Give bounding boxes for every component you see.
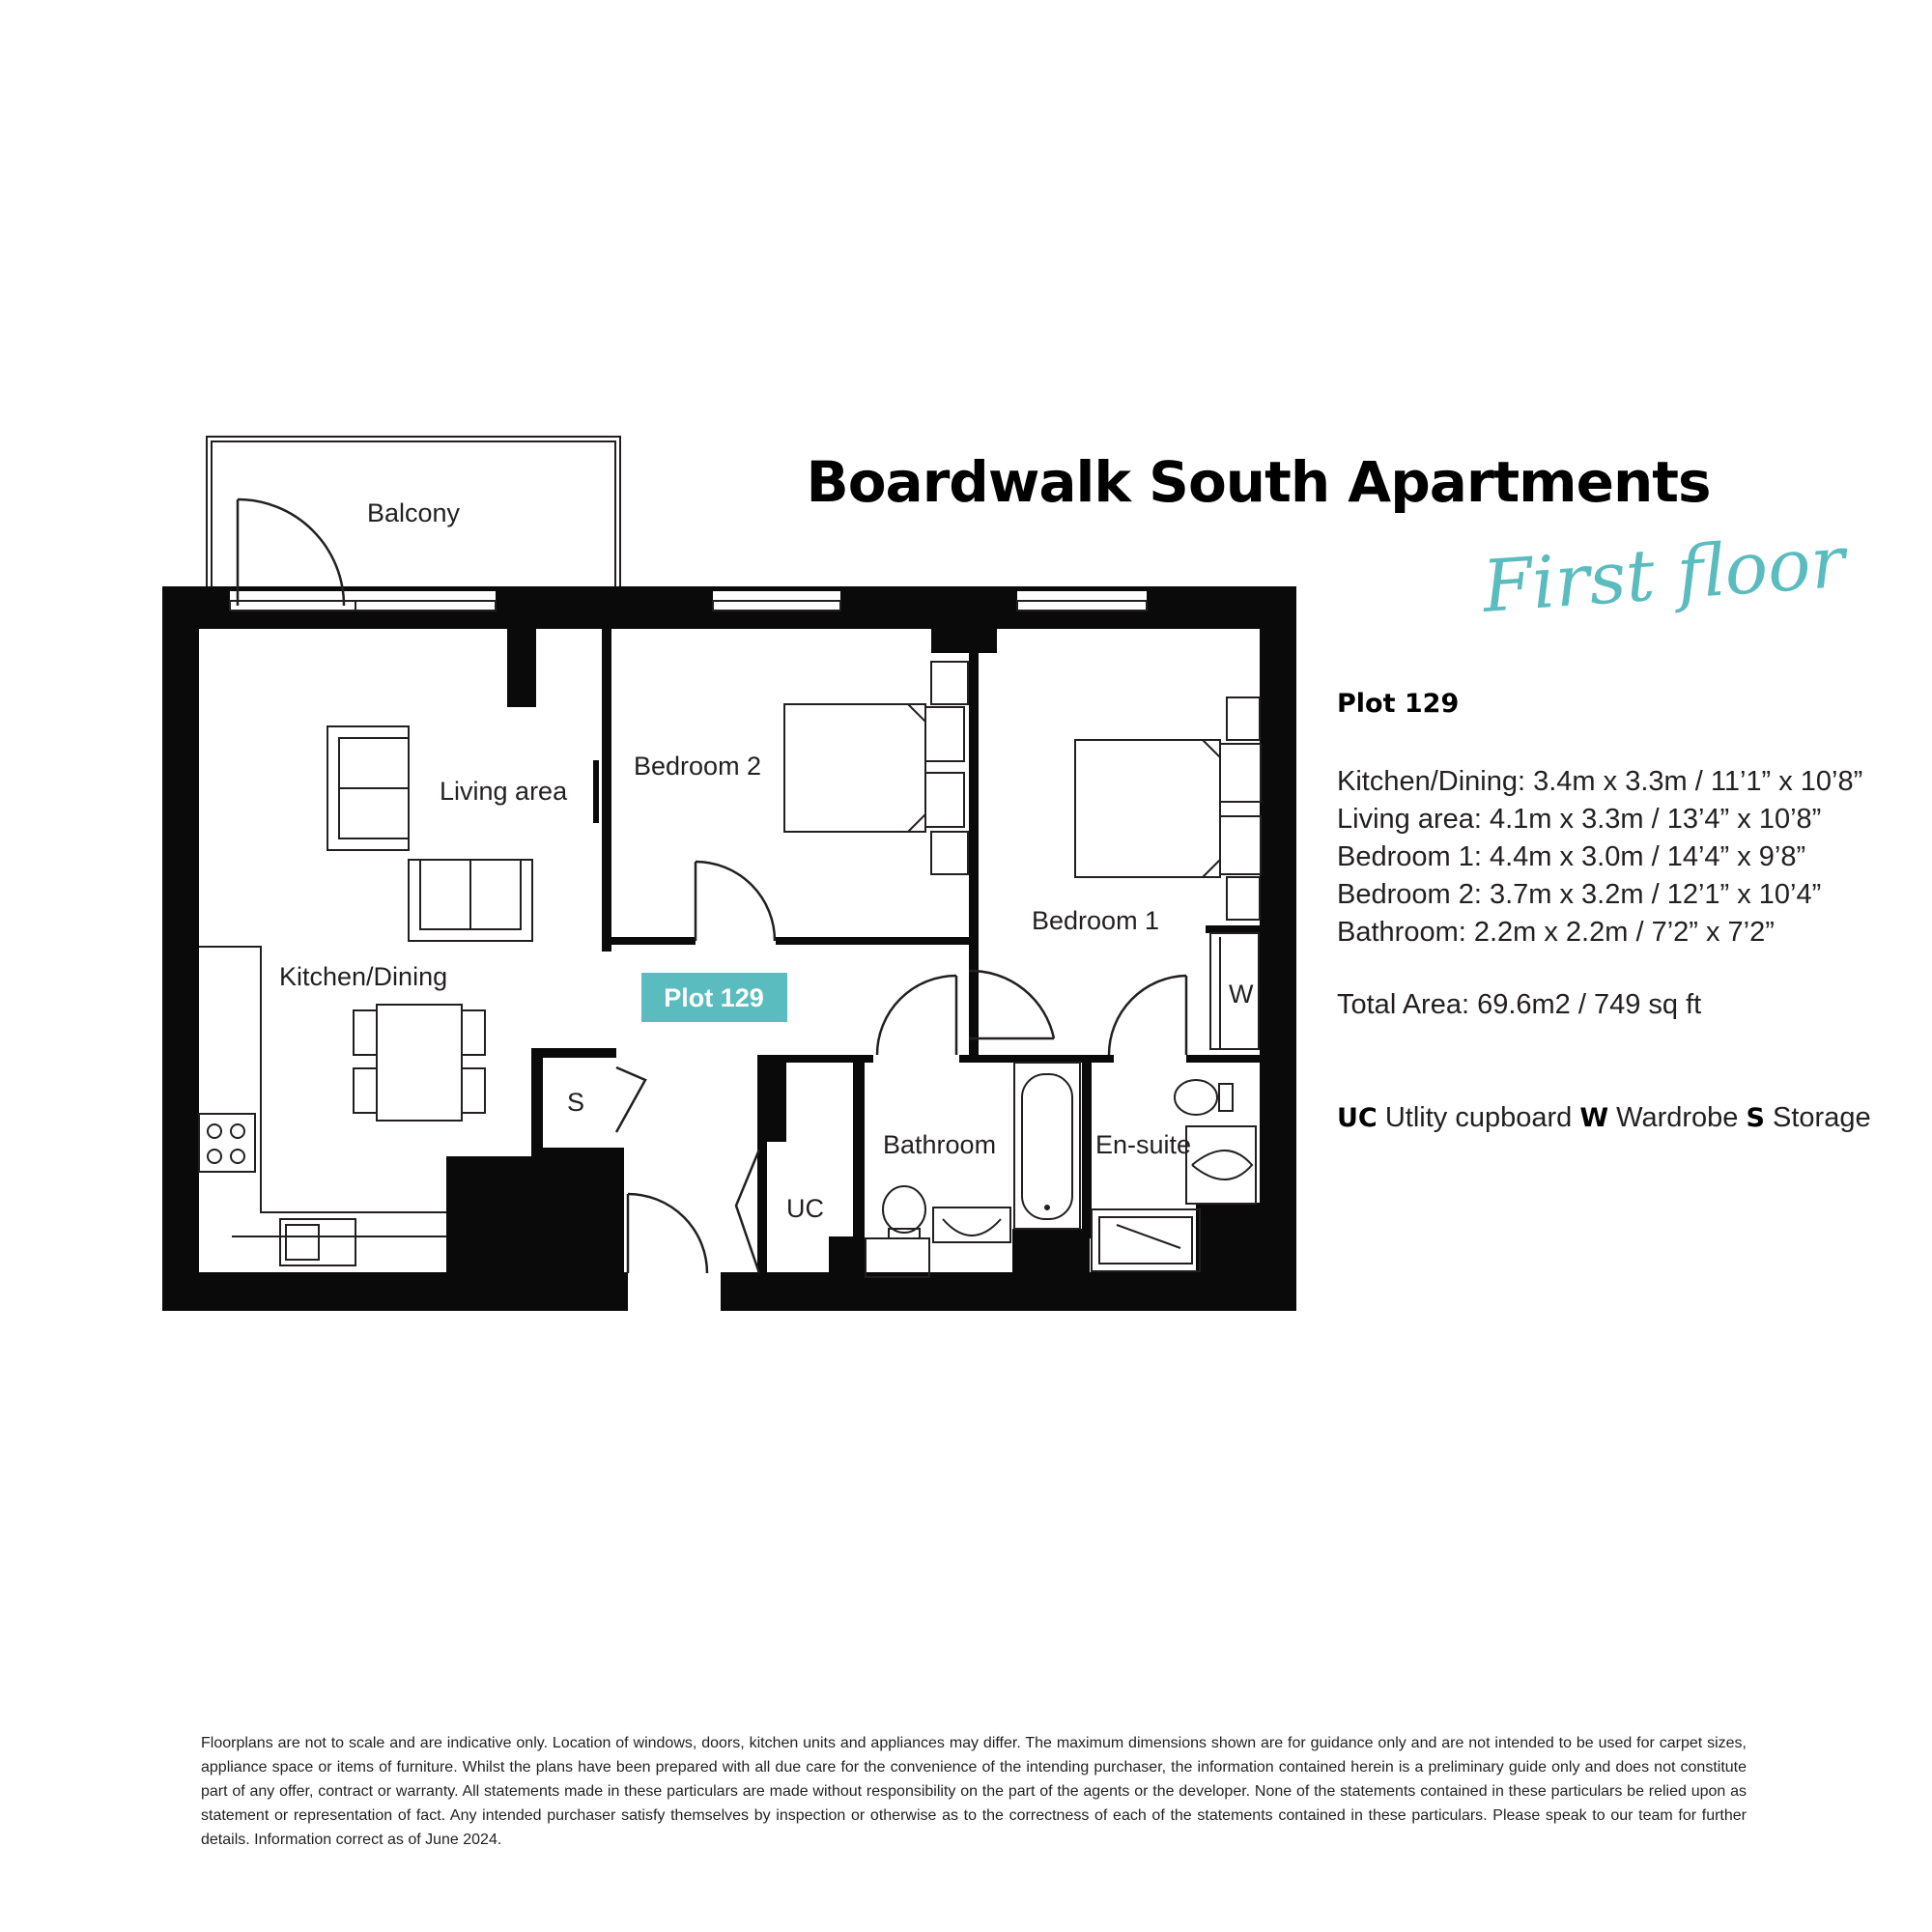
plot-badge-text: Plot 129 [664,983,764,1012]
legend [1337,1102,1871,1134]
dimension-item: Living area: 4.1m x 3.3m / 13’4” x 10’8” [1337,804,1822,835]
label-bathroom: Bathroom [883,1130,997,1159]
plot-heading: Plot 129 [1337,689,1460,719]
legend-label-w: Wardrobe [1616,1102,1739,1133]
page-title: Boardwalk South Apartments [806,449,1711,515]
exterior-walls [162,586,1296,1311]
dimension-item: Bedroom 2: 3.7m x 3.2m / 12’1” x 10’4” [1337,879,1822,910]
dimension-item: Kitchen/Dining: 3.4m x 3.3m / 11’1” x 10’8” [1337,766,1863,797]
dimension-item: Bathroom: 2.2m x 2.2m / 7’2” x 7’2” [1337,917,1775,948]
legend-code-s: S [1746,1103,1765,1133]
legend-code-w: W [1579,1103,1609,1133]
label-kitchen-dining: Kitchen/Dining [279,962,448,991]
label-en-suite: En-suite [1095,1130,1192,1159]
dimensions-list [1337,763,1862,952]
legend-code-uc: UC [1337,1103,1378,1133]
label-wardrobe: W [1229,980,1254,1009]
plot-badge [641,973,787,1022]
floor-subtitle: First floor [1480,520,1848,629]
label-living-area: Living area [440,777,568,806]
legend-label-uc: Utlity cupboard [1384,1102,1573,1133]
furniture-bedrooms [784,662,1261,1049]
label-balcony: Balcony [367,498,461,527]
sliding-door [593,760,599,823]
label-utility-cupboard: UC [786,1194,824,1223]
dimension-item: Bedroom 1: 4.4m x 3.0m / 14’4” x 9’8” [1337,841,1806,872]
label-bedroom-2: Bedroom 2 [634,752,762,781]
disclaimer: Floorplans are not to scale and are indicative only. Location of windows, doors, kitchen units and appliances may differ. The maximum dimensions shown are for guidance only and are not intended to be used for carpet sizes, appliance space or items of furniture. Whilst the plans have been prepared with all due care for the convenience of the intending purchaser, the information contained herein is a preliminary guide only and does not constitute part of any offer, contract or warranty. All statements made in these particulars are made without responsibility on the part of the agents or the developer. None of the statements contained in these particulars be relied upon as statement or representation of fact. Any intended purchaser satisfy themselves by inspection or otherwise as to the correctness of each of the statements contained in these particulars. Please speak to our team for further details. Information correct as of June 2024. [201,1735,1747,1848]
legend-label-s: Storage [1773,1102,1871,1133]
label-storage: S [567,1088,585,1117]
label-bedroom-1: Bedroom 1 [1032,906,1160,935]
kitchen-units [199,947,446,1265]
total-area: Total Area: 69.6m2 / 749 sq ft [1337,989,1702,1020]
